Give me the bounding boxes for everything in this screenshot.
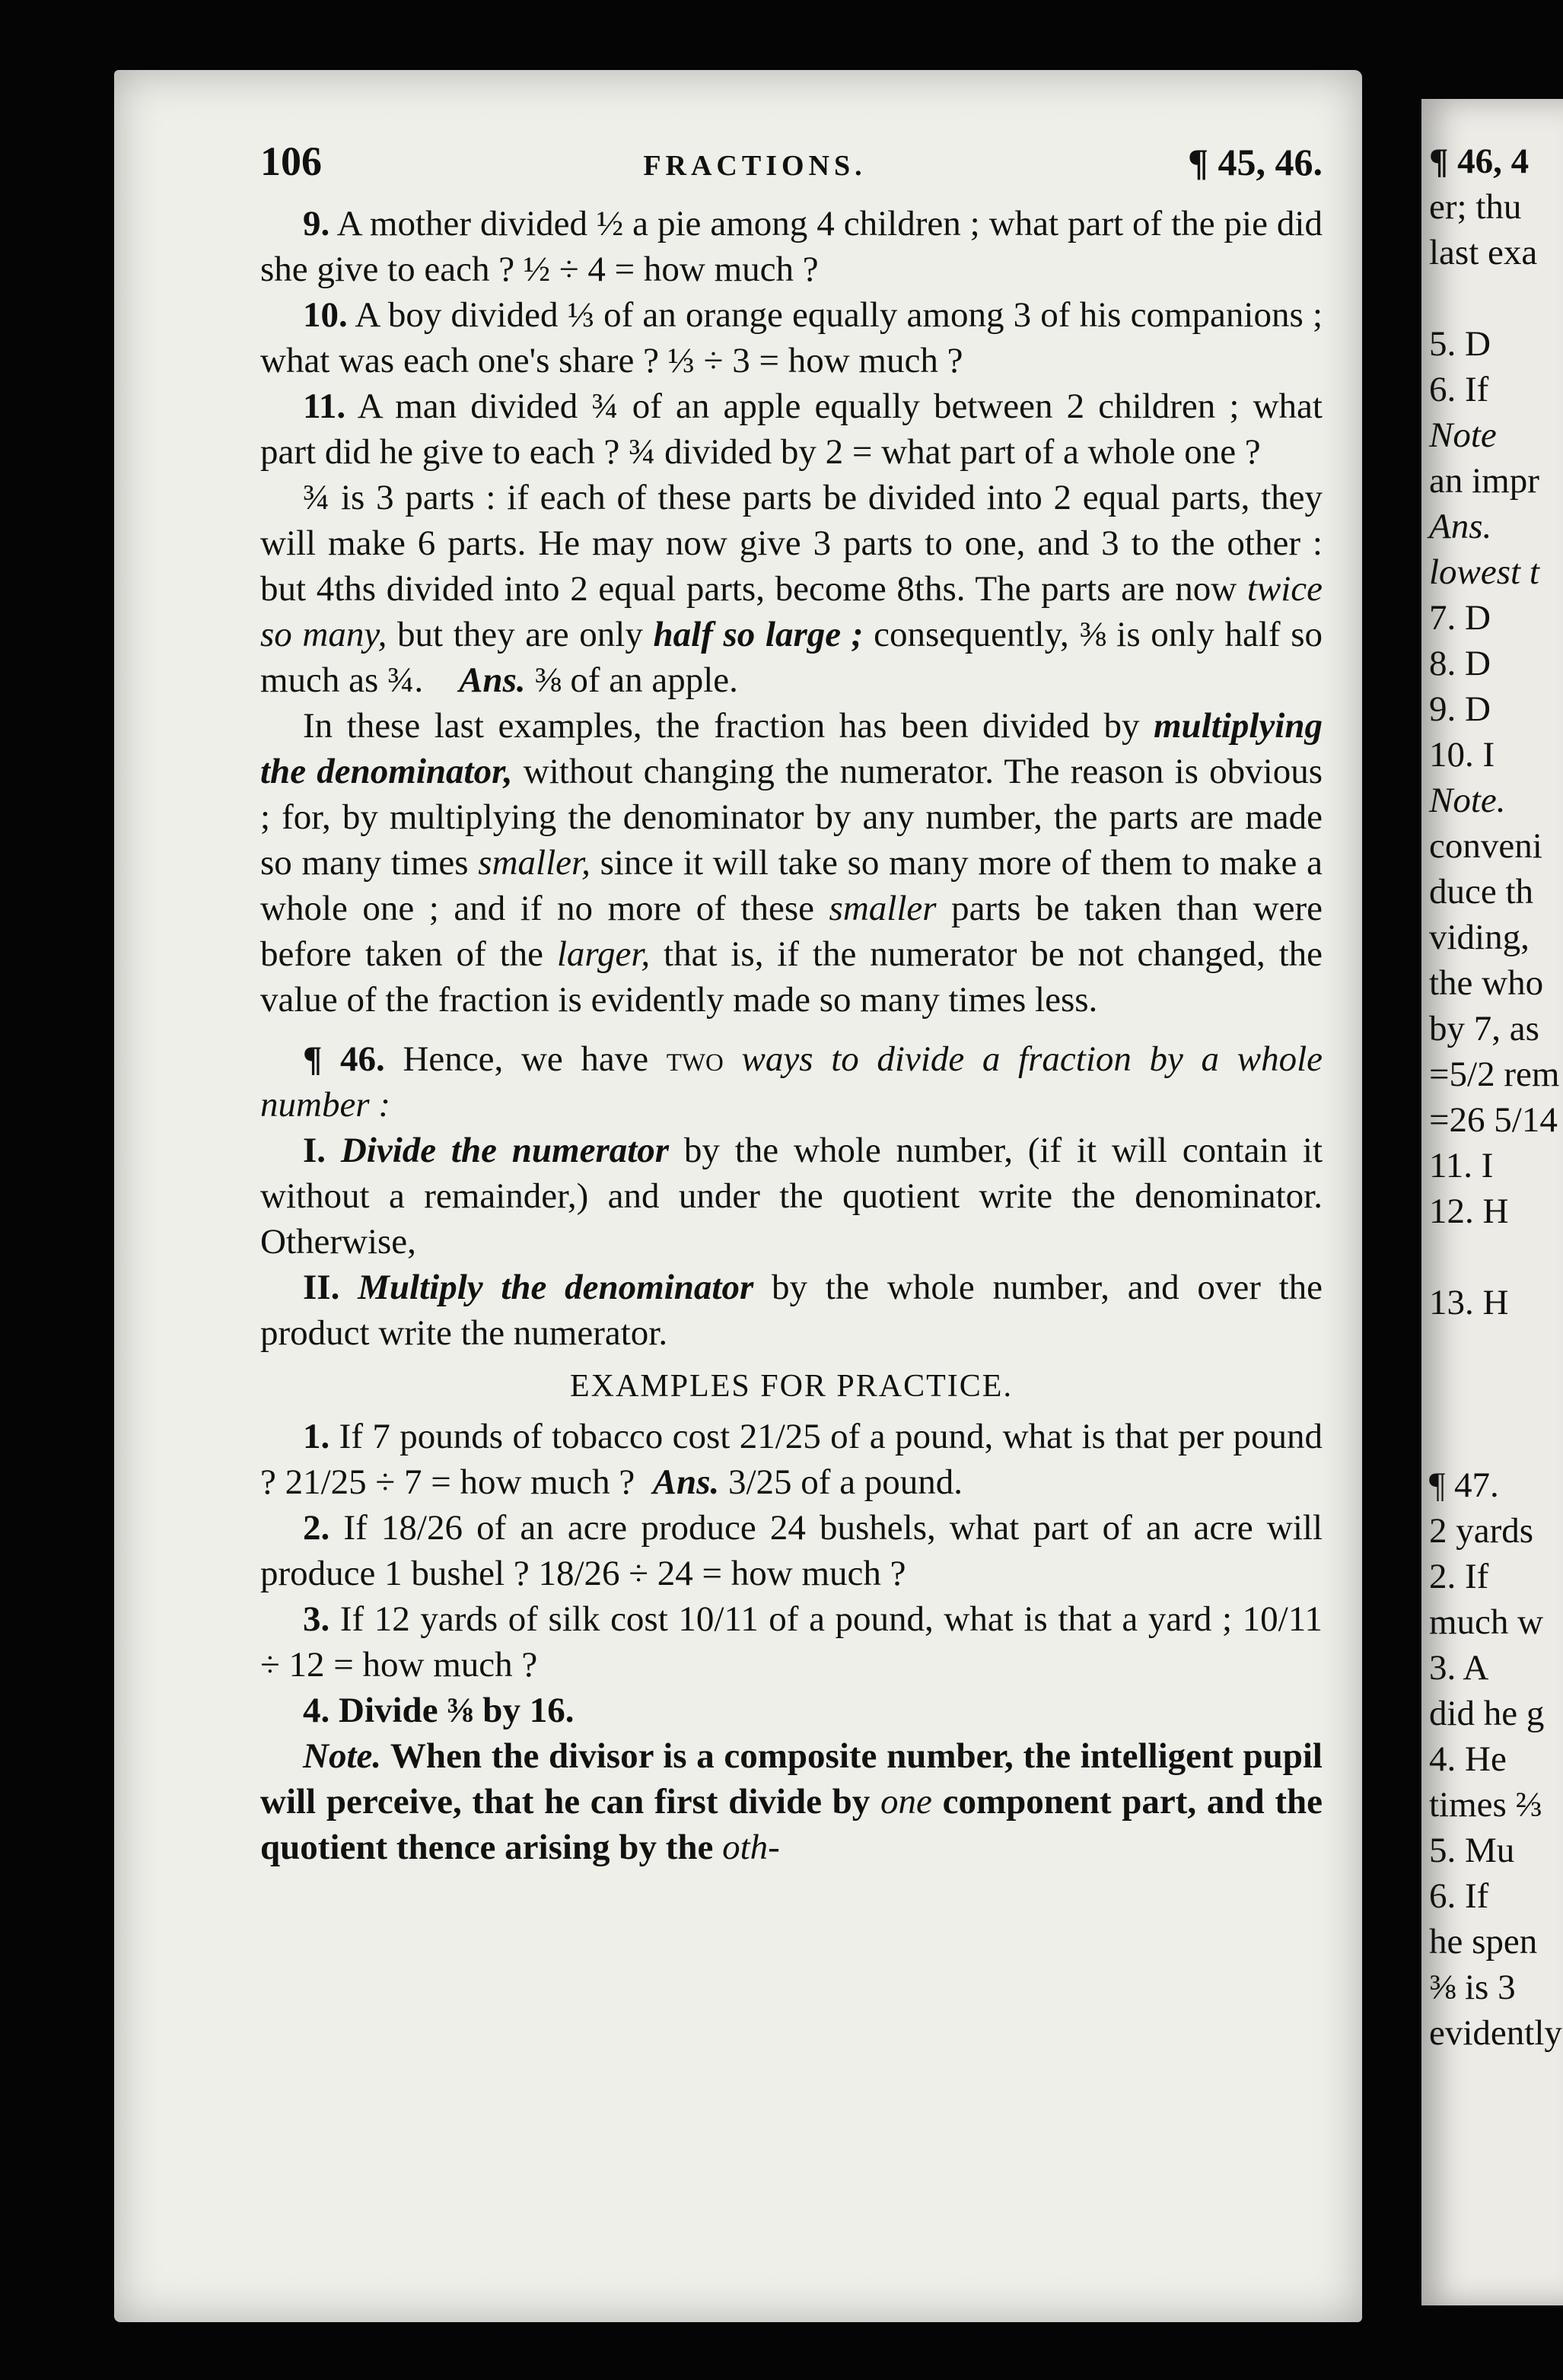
right-page-line: conveni bbox=[1429, 826, 1542, 866]
practice-example-2: 2. If 18/26 of an acre produce 24 bushels, what part of an acre will produce 1 bushel ? 18/26 ÷ 24 = how much ? bbox=[260, 1508, 1323, 1593]
examples-heading: EXAMPLES FOR PRACTICE. bbox=[570, 1369, 1013, 1404]
rule-two: II. Multiply the denominator by the whole number, and over the product write the numerator. bbox=[260, 1268, 1323, 1353]
practice-example-3: 3. If 12 yards of silk cost 10/11 of a pound, what is that a yard ; 10/11 ÷ 12 = how much ? bbox=[260, 1599, 1323, 1685]
right-page-line: times ⅔ bbox=[1429, 1785, 1542, 1825]
right-page-line: Ans. bbox=[1429, 507, 1492, 546]
right-page-line: did he g bbox=[1429, 1694, 1545, 1733]
right-page-line: 5. Mu bbox=[1429, 1831, 1515, 1870]
page-number: 106 bbox=[260, 138, 322, 184]
right-page-line: ¶ 47. bbox=[1429, 1465, 1499, 1505]
running-title: FRACTIONS. bbox=[643, 150, 867, 182]
right-page-line: 2. If bbox=[1429, 1557, 1489, 1596]
right-page-line: Note bbox=[1429, 415, 1497, 455]
answer-label: Ans. bbox=[459, 660, 526, 700]
right-page-line: an impr bbox=[1429, 461, 1539, 501]
right-page-line bbox=[1429, 275, 1563, 321]
right-page-line: 5. D bbox=[1429, 324, 1491, 364]
right-page-line: duce th bbox=[1429, 872, 1534, 912]
right-page-line: ⅜ is 3 bbox=[1429, 1968, 1516, 2007]
exercise-11: 11. A man divided ¾ of an apple equally between 2 children ; what part did he give to each ? ¾ divided by 2 = what part of a whole one ? bbox=[260, 387, 1323, 472]
right-page-line: the who bbox=[1429, 963, 1544, 1003]
practice-example-1: 1. If 7 pounds of tobacco cost 21/25 of a pound, what is that per pound ? 21/25 ÷ 7 = how much ? Ans. 3/25 of a pound. bbox=[260, 1417, 1323, 1502]
right-page-line: 12. H bbox=[1429, 1192, 1509, 1231]
exercise-10: 10. A boy divided ⅓ of an orange equally among 3 of his companions ; what was each one's share ? ⅓ ÷ 3 = how much ? bbox=[260, 295, 1323, 380]
right-page-line: much w bbox=[1429, 1602, 1544, 1642]
right-page-line bbox=[1429, 1371, 1563, 1417]
right-page-line: he spen bbox=[1429, 1922, 1538, 1962]
right-page-line: =26 5/14 bbox=[1429, 1100, 1558, 1140]
right-page-line: 4. He bbox=[1429, 1739, 1507, 1779]
right-page-line: 6. If bbox=[1429, 370, 1489, 409]
right-page-line bbox=[1429, 1234, 1563, 1280]
explanation-paragraph: ¾ is 3 parts : if each of these parts be divided into 2 equal parts, they will make 6 parts. He may now give 3 parts to one, and 3 to the other : but 4ths divided into 2 equal parts, become 8ths. The parts are now twice so many, but they are only half so large ; consequently, ⅜ is only half so much as ¾. Ans. ⅜ of an apple. bbox=[260, 478, 1323, 700]
right-page-line: lowest t bbox=[1429, 552, 1539, 592]
right-page-line: 13. H bbox=[1429, 1283, 1509, 1322]
right-page-line: 7. D bbox=[1429, 598, 1491, 638]
exercise-9: 9. A mother divided ½ a pie among 4 children ; what part of the pie did she give to each ? ½ ÷ 4 = how much ? bbox=[260, 204, 1323, 289]
right-page-line: Note. bbox=[1429, 781, 1506, 820]
right-page-line: ¶ 46, 4 bbox=[1429, 142, 1530, 181]
section-reference: ¶ 45, 46. bbox=[1187, 141, 1323, 183]
right-page-line: er; thu bbox=[1429, 187, 1522, 227]
right-page-line: 2 yards bbox=[1429, 1511, 1534, 1551]
right-page-text bbox=[1429, 138, 1563, 2056]
right-page-line: evidently bbox=[1429, 2013, 1562, 2053]
summary-paragraph: In these last examples, the fraction has been divided by multiplying the denominator, without changing the numerator. The reason is obvious ; for, by multiplying the denominator by any number, the parts are made so many times smaller, since it will take so many more of them to make a whole one ; and if no more of these smaller parts be taken than were before taken of the larger, that is, if the numerator be not changed, the value of the fraction is evidently made so many times less. bbox=[260, 706, 1323, 1020]
right-page-line bbox=[1429, 1325, 1563, 1371]
right-book-page-edge bbox=[1421, 99, 1563, 2305]
rule-one: I. Divide the numerator by the whole number, (if it will contain it without a remainder,) and under the quotient write the denominator. Otherwise, bbox=[260, 1131, 1323, 1262]
right-page-line bbox=[1429, 1417, 1563, 1462]
right-page-line: 6. If bbox=[1429, 1876, 1489, 1916]
right-page-line: 3. A bbox=[1429, 1648, 1489, 1688]
running-header bbox=[260, 138, 1323, 201]
right-page-line: last exa bbox=[1429, 233, 1538, 272]
practice-example-4: 4. Divide ⅜ by 16. bbox=[303, 1691, 575, 1730]
right-page-line: 10. I bbox=[1429, 735, 1495, 775]
page-text-column bbox=[260, 138, 1323, 1870]
right-page-line: 11. I bbox=[1429, 1146, 1494, 1185]
right-page-line: 9. D bbox=[1429, 689, 1491, 729]
right-page-line: =5/2 rem bbox=[1429, 1055, 1560, 1094]
right-page-line: viding, bbox=[1429, 918, 1530, 957]
section-46-intro: ¶ 46. Hence, we have two ways to divide a fraction by a whole number : bbox=[260, 1039, 1323, 1125]
right-page-line: by 7, as bbox=[1429, 1009, 1539, 1048]
right-page-line: 8. D bbox=[1429, 644, 1491, 683]
note-paragraph: Note. When the divisor is a composite number, the intelligent pupil will perceive, that he can first divide by one component part, and the quotient thence arising by the oth- bbox=[260, 1736, 1323, 1867]
